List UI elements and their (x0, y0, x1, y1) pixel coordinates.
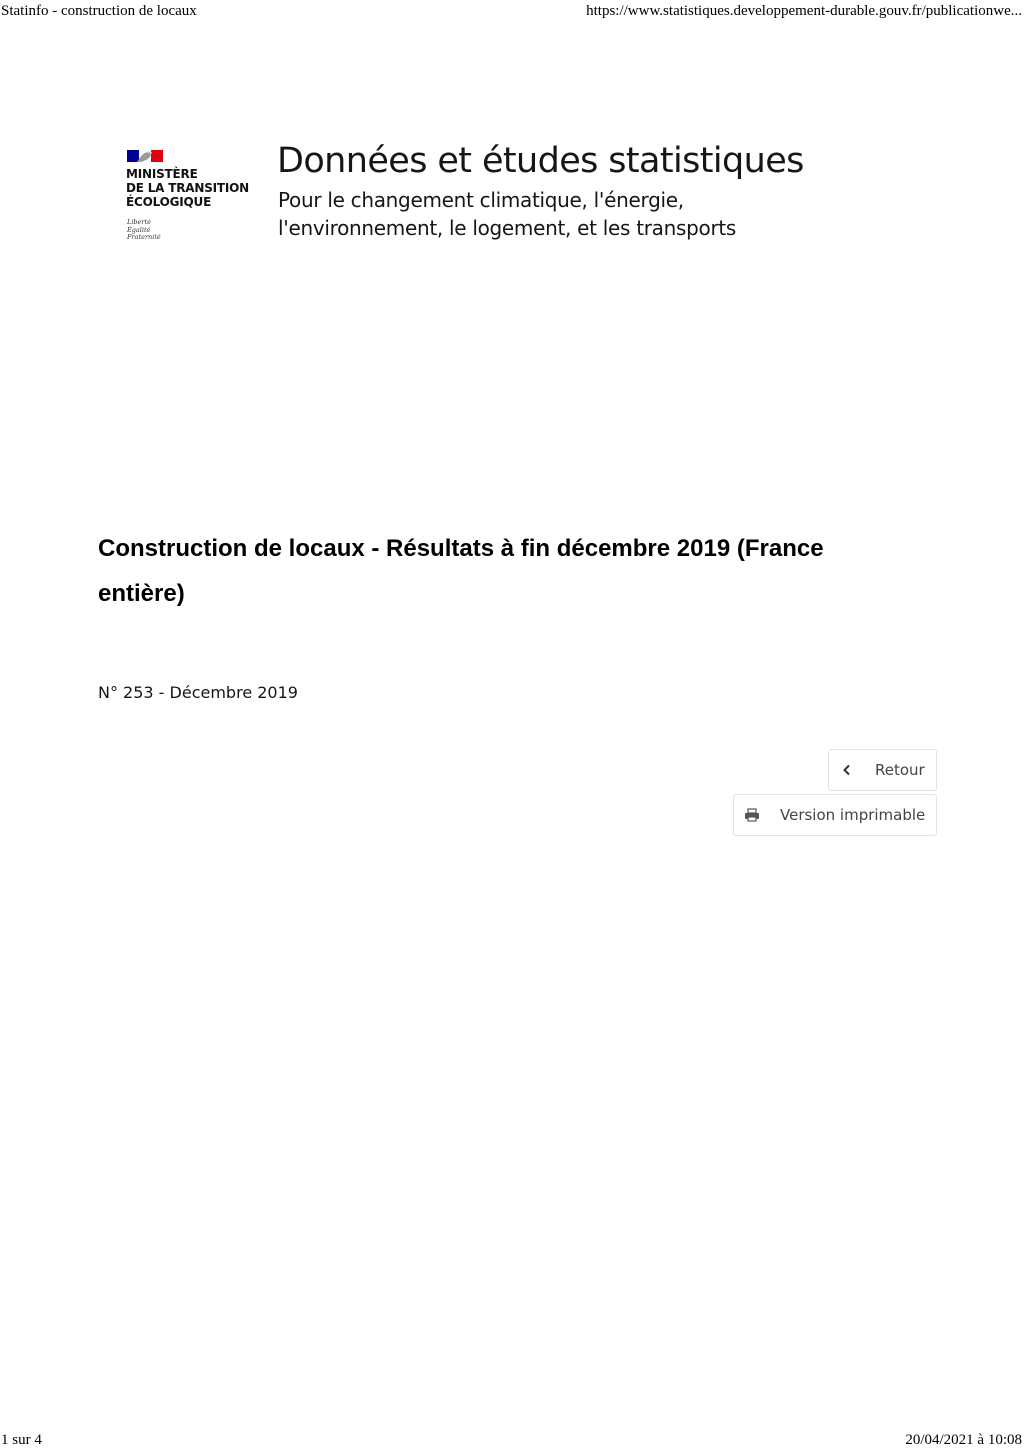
ministry-name-line: DE LA TRANSITION (126, 181, 250, 195)
republic-motto (127, 219, 161, 242)
site-subtitle (278, 186, 736, 242)
print-header-title: Statinfo - construction de locaux (1, 3, 197, 19)
ministry-name-line: ÉCOLOGIQUE (126, 195, 212, 209)
site-header (126, 140, 846, 250)
print-version-button[interactable] (733, 794, 937, 836)
site-title[interactable]: Données et études statistiques (277, 141, 804, 181)
issue-number: N° 253 - Décembre 2019 (98, 683, 298, 702)
print-header-url: https://www.statistiques.developpement-durable.gouv.fr/publicationwe... (586, 3, 1022, 19)
print-icon (742, 805, 762, 825)
back-button-label: Retour (875, 761, 925, 779)
ministry-name-line: MINISTÈRE (126, 167, 198, 181)
motto-line: Fraternité (127, 233, 161, 241)
marianne-flag-icon (127, 149, 163, 163)
ministry-name (126, 167, 249, 209)
print-footer-date: 20/04/2021 à 10:08 (905, 1432, 1022, 1448)
print-version-button-label: Version imprimable (780, 806, 926, 824)
motto-line: Égalité (127, 225, 151, 234)
site-subtitle-line: Pour le changement climatique, l'énergie, (278, 188, 684, 212)
print-footer-page: 1 sur 4 (1, 1432, 42, 1448)
site-subtitle-line: l'environnement, le logement, et les transports (278, 216, 737, 240)
motto-line: Liberté (127, 218, 151, 226)
page-title: Construction de locaux - Résultats à fin décembre 2019 (France entière) (98, 535, 824, 607)
ministry-logo[interactable] (126, 149, 261, 239)
back-button[interactable] (828, 749, 937, 791)
chevron-left-icon (837, 760, 857, 780)
